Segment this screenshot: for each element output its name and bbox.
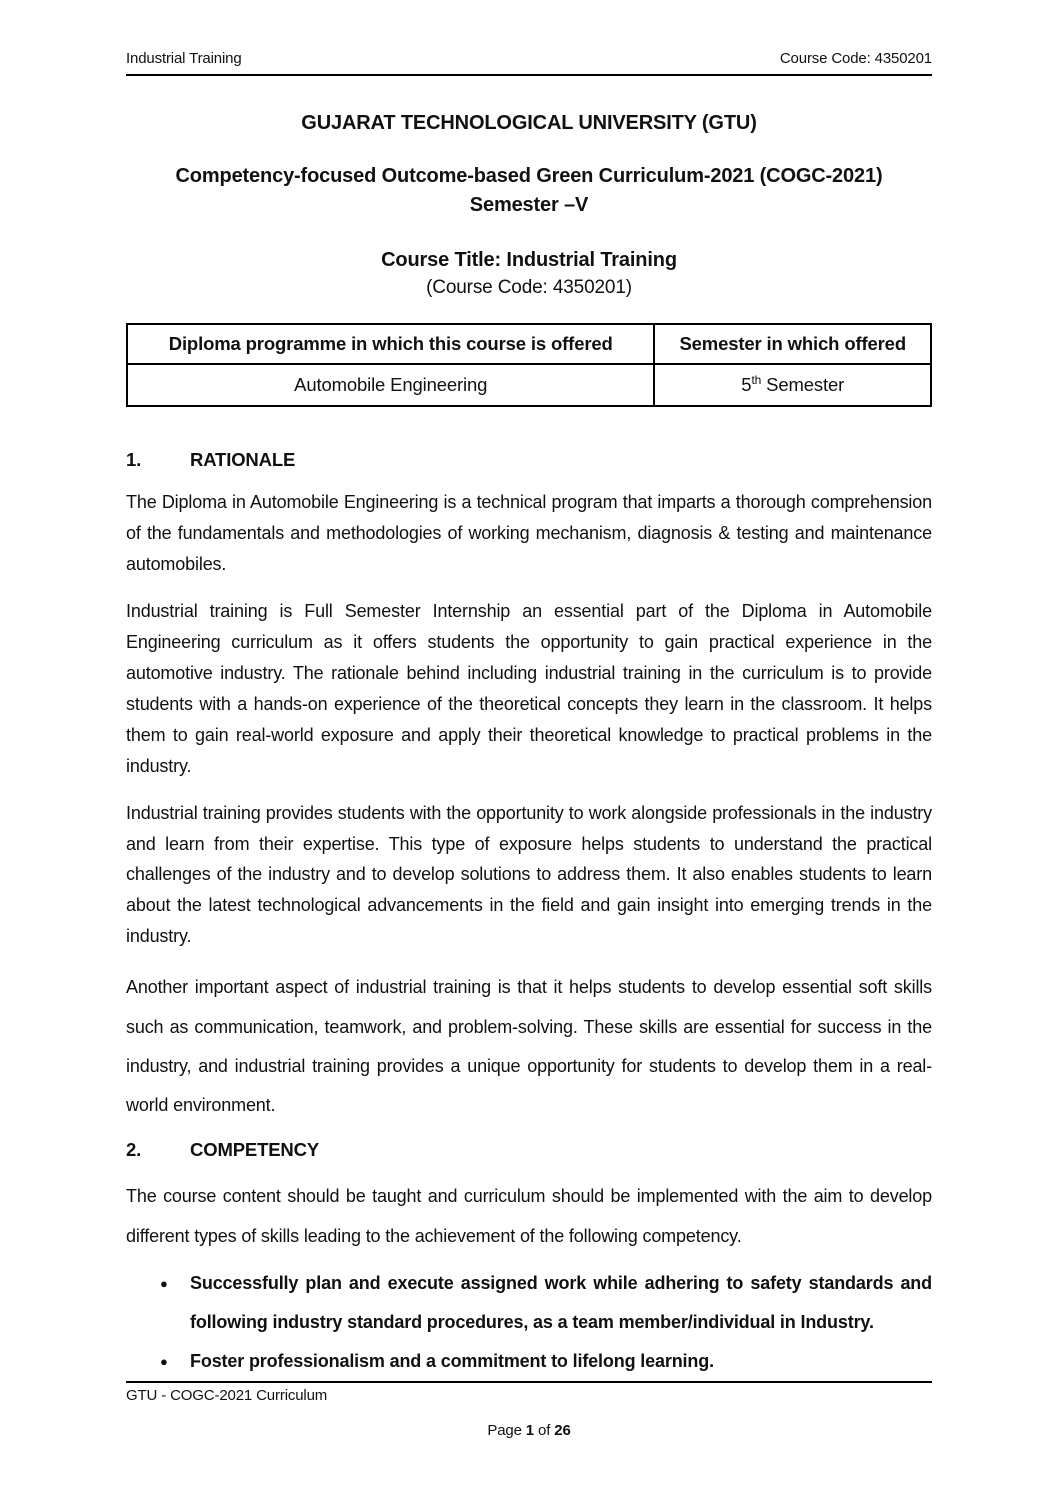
rationale-paragraph-4: Another important aspect of industrial training is that it helps students to develop essential soft skills such as communication, teamwork, and problem-solving. These skills are essential for success in the industry, and industrial training provides a unique opportunity for students to develop them in a real-world environment. <box>126 977 932 1116</box>
title-block <box>126 112 932 299</box>
header-course-code: Course Code: 4350201 <box>779 50 932 67</box>
rationale-paragraph-2: Industrial training is Full Semester Internship an essential part of the Diploma in Automobile Engineering curriculum as it offers students the opportunity to gain practical experience in the automotive industry. The rationale behind including industrial training in the curriculum is to provide students with a hands-on experience of the theoretical concepts they learn in the classroom. It helps them to gain real-world exposure and apply their theoretical knowledge to practical problems in the industry. <box>126 600 932 776</box>
curriculum-title: Competency-focused Outcome-based Green Curriculum-2021 (COGC-2021) <box>175 165 883 187</box>
semester-title: Semester –V <box>469 194 589 216</box>
page-header <box>126 50 932 76</box>
bullet-icon: ● <box>160 1354 168 1370</box>
course-code: (Course Code: 4350201) <box>426 277 632 298</box>
section-title: RATIONALE <box>190 449 296 470</box>
semester-word: Semester <box>761 374 845 396</box>
competency-bullet-list <box>126 1264 932 1382</box>
semester-number: 5 <box>741 374 752 396</box>
section-title: COMPETENCY <box>190 1139 320 1161</box>
section-number: 1. <box>126 449 142 470</box>
section-heading-rationale <box>126 449 932 471</box>
bullet-icon: ● <box>160 1275 168 1291</box>
page-word: Page <box>487 1422 526 1439</box>
cell-programme: Automobile Engineering <box>127 364 654 406</box>
footer-curriculum-label: GTU - COGC-2021 Curriculum <box>126 1387 328 1404</box>
table-header-row <box>127 324 931 364</box>
course-title: Course Title: Industrial Training <box>381 249 677 271</box>
semester-ordinal: th <box>751 373 762 388</box>
header-course-name: Industrial Training <box>126 50 242 67</box>
rationale-paragraph-3: Industrial training provides students with the opportunity to work alongside professionals in the industry and learn from their expertise. This type of exposure helps students to understand the practical challenges of the industry and to develop solutions to address them. It also enables students to learn about the latest technological advancements in the field and gain insight into emerging trends in the industry. <box>126 802 932 947</box>
list-item <box>126 1342 932 1382</box>
section-heading-competency <box>126 1139 932 1161</box>
col-header-programme: Diploma programme in which this course is offered <box>127 324 654 364</box>
table-row <box>127 364 931 406</box>
cell-semester <box>654 364 931 406</box>
offer-table <box>126 323 932 407</box>
list-item <box>126 1264 932 1342</box>
page-current: 1 <box>525 1422 534 1439</box>
page-total: 26 <box>554 1422 571 1439</box>
footer-divider <box>126 1381 932 1383</box>
col-header-semester: Semester in which offered <box>654 324 931 364</box>
competency-intro: The course content should be taught and curriculum should be implemented with the aim to develop different types of skills leading to the achievement of the following competency. <box>126 1186 932 1246</box>
page-footer <box>126 1381 932 1439</box>
university-title: GUJARAT TECHNOLOGICAL UNIVERSITY (GTU) <box>301 112 757 134</box>
bullet-text: Foster professionalism and a commitment to lifelong learning. <box>190 1351 714 1372</box>
rationale-paragraph-1: The Diploma in Automobile Engineering is a technical program that imparts a thorough comprehension of the fundamentals and methodologies of working mechanism, diagnosis & testing and maintenance automobiles. <box>126 492 932 574</box>
page-of-word: of <box>534 1422 555 1439</box>
page-number-indicator <box>126 1422 932 1439</box>
bullet-text: Successfully plan and execute assigned work while adhering to safety standards and following industry standard procedures, as a team member/individual in Industry. <box>190 1272 932 1332</box>
section-number: 2. <box>126 1139 142 1161</box>
